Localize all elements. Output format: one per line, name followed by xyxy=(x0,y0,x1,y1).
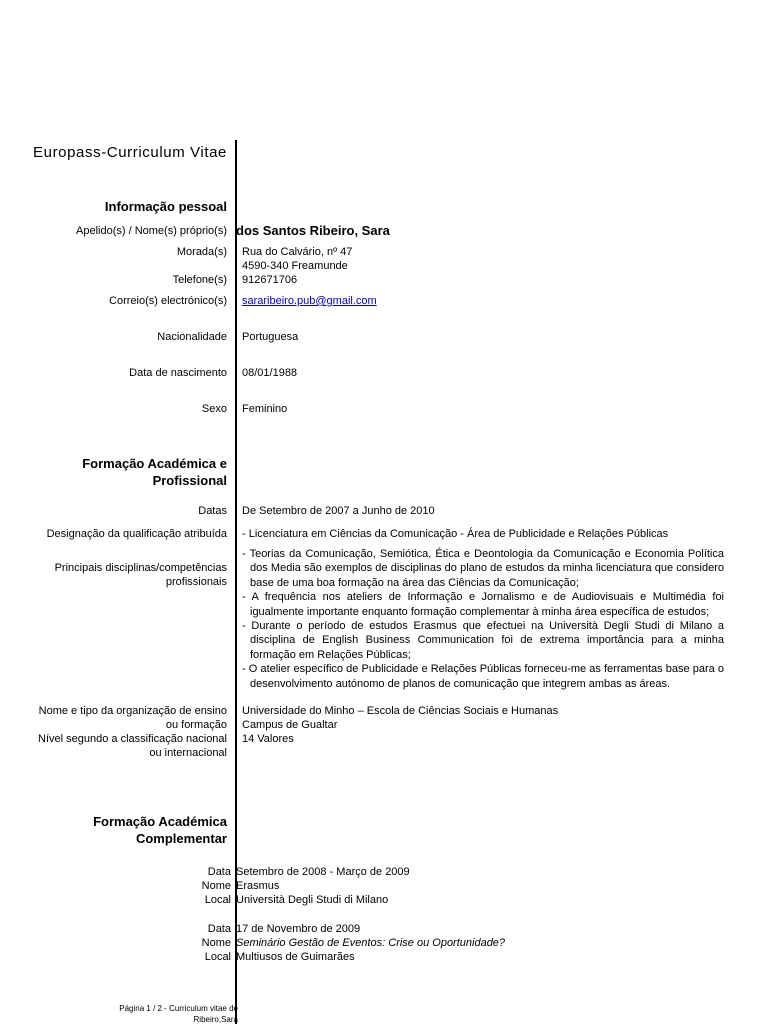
level-value: 14 Valores xyxy=(242,733,294,745)
section-heading-education-line-1: Formação Académica e xyxy=(82,456,227,471)
subjects-label-line-1: Principais disciplinas/competências xyxy=(54,562,227,574)
sex-label: Sexo xyxy=(201,403,227,415)
email-link[interactable]: sararibeiro.pub@gmail.com xyxy=(242,295,377,307)
address-line-1: Rua do Calvário, nº 47 xyxy=(242,246,353,258)
organization-line-2: Campus de Gualtar xyxy=(242,719,338,731)
subjects-label xyxy=(55,561,227,589)
subjects-item: - Durante o período de estudos Erasmus que efectuei na Università Degli Studi di Milano a disciplina de English Business Communication foi de extrema importância para a minha formação em Relações Públicas; xyxy=(242,620,724,661)
page-footer-line-2: Ribeiro,Sara xyxy=(193,1015,238,1024)
level-label-line-1: Nível segundo a classificação nacional xyxy=(38,733,227,745)
name-label: Apelido(s) / Nome(s) próprio(s) xyxy=(76,225,227,237)
birth-date-label: Data de nascimento xyxy=(129,367,227,379)
subjects-item: - O atelier específico de Publicidade e Relações Públicas forneceu-me as ferramentas base para o desenvolvimento autónomo de planos de comunicação que integrem ambas as áreas. xyxy=(242,663,724,690)
subjects-list xyxy=(242,547,724,691)
section-heading-education-line-2: Profissional xyxy=(152,473,227,488)
address-label: Morada(s) xyxy=(176,246,227,258)
section-heading-complementary xyxy=(93,813,227,847)
level-label-line-2: ou internacional xyxy=(149,747,227,759)
entry-place-value: Multiusos de Guimarães xyxy=(236,951,355,963)
document-title-text: Europass-Curriculum Vitae xyxy=(33,144,227,161)
document-title xyxy=(33,143,227,163)
phone-value: 912671706 xyxy=(242,274,298,286)
nationality-value: Portuguesa xyxy=(242,331,299,343)
organization-label xyxy=(39,704,227,732)
qualification-value: - Licenciatura em Ciências da Comunicação - Área de Publicidade e Relações Públicas xyxy=(242,528,669,540)
entry-place-label: Local xyxy=(204,894,231,906)
dates-label: Datas xyxy=(198,505,227,517)
entry-place-label: Local xyxy=(204,951,231,963)
nationality-label: Nacionalidade xyxy=(157,331,227,343)
birth-date-value: 08/01/1988 xyxy=(242,367,298,379)
entry-date-value: 17 de Novembro de 2009 xyxy=(236,923,361,935)
entry-date-label: Data xyxy=(207,923,231,935)
organization-line-1: Universidade do Minho – Escola de Ciências Sociais e Humanas xyxy=(242,705,559,717)
level-label xyxy=(38,732,227,760)
entry-date-value: Setembro de 2008 - Março de 2009 xyxy=(236,866,410,878)
dates-value: De Setembro de 2007 a Junho de 2010 xyxy=(242,505,435,517)
organization-label-line-2: ou formação xyxy=(165,719,227,731)
entry-name-label: Nome xyxy=(201,937,231,949)
page-footer xyxy=(119,1003,238,1025)
entry-name-value: Seminário Gestão de Eventos: Crise ou Oportunidade? xyxy=(236,937,506,949)
entry-date-label: Data xyxy=(207,866,231,878)
qualification-label: Designação da qualificação atribuída xyxy=(46,528,227,540)
entry-name-label: Nome xyxy=(201,880,231,892)
phone-label: Telefone(s) xyxy=(172,274,227,286)
entry-place-value: Università Degli Studi di Milano xyxy=(236,894,389,906)
subjects-item: - Teorias da Comunicação, Semiótica, Ética e Deontologia da Comunicação e Economia Política dos Media são exemplos de disciplinas do plano de estudos da minha licenciatura que considero base de uma boa formação na área das Ciências da Comunicação; xyxy=(242,548,724,589)
organization-label-line-1: Nome e tipo da organização de ensino xyxy=(38,705,227,717)
sex-value: Feminino xyxy=(242,403,288,415)
address-line-2: 4590-340 Freamunde xyxy=(242,260,348,272)
subjects-item: - A frequência nos ateliers de Informação e Jornalismo e de Audiovisuais e Multimédia foi igualmente importante enquanto formação complementar à minha área específica de estudos; xyxy=(242,591,724,618)
email-label: Correio(s) electrónico(s) xyxy=(109,295,227,307)
section-heading-personal: Informação pessoal xyxy=(104,199,227,214)
person-name: dos Santos Ribeiro, Sara xyxy=(236,223,390,238)
section-heading-education xyxy=(82,455,227,489)
page-footer-line-1: Página 1 / 2 - Curriculum vitae de xyxy=(119,1004,238,1013)
section-heading-complementary-line-2: Complementar xyxy=(135,831,227,846)
section-heading-complementary-line-1: Formação Académica xyxy=(93,814,227,829)
entry-name-value: Erasmus xyxy=(236,880,280,892)
subjects-label-line-2: profissionais xyxy=(165,576,227,588)
